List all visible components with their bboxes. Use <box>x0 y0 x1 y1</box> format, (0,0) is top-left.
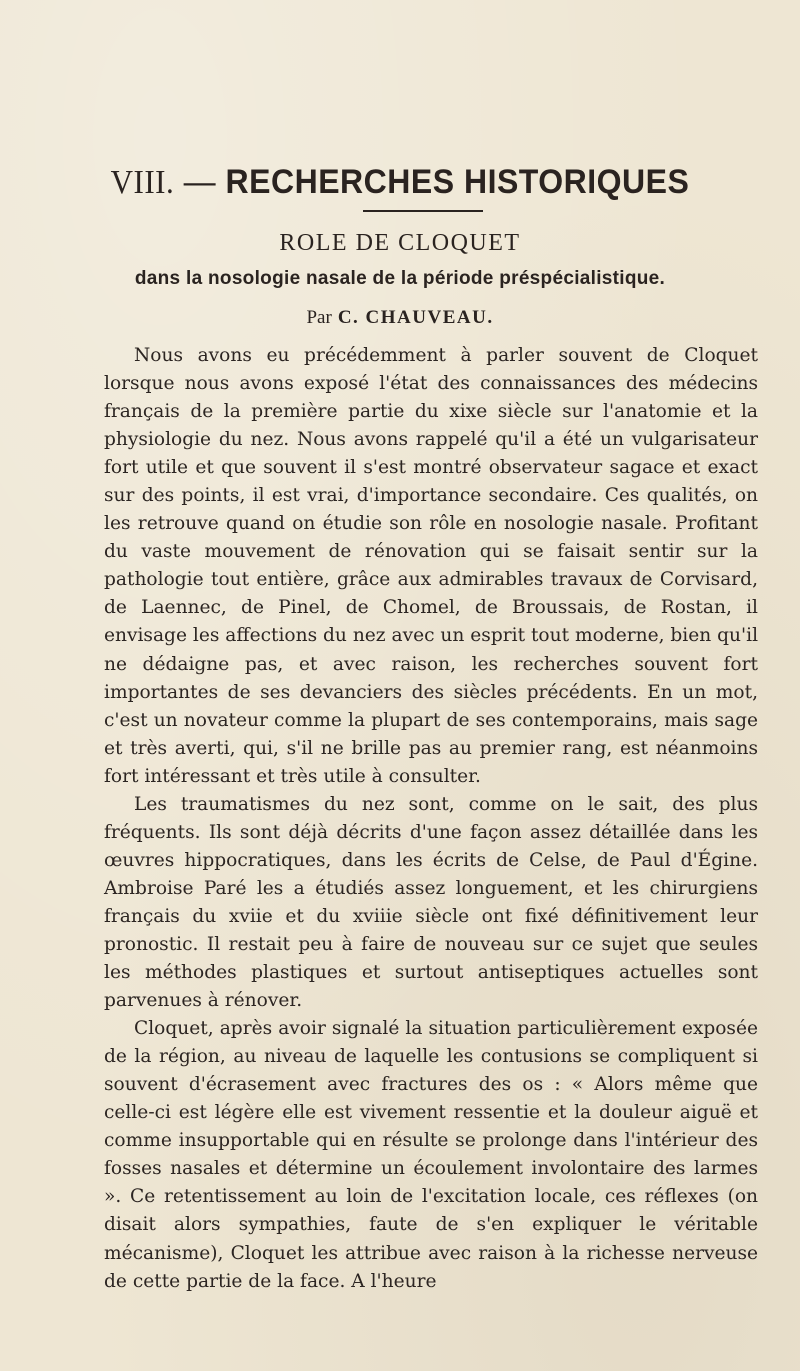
byline-prefix: Par <box>306 307 332 328</box>
section-number: VIII. <box>110 162 175 201</box>
article-subtitle: dans la nosologie nasale de la période préspécialistique. <box>134 268 666 289</box>
paragraph: Les traumatismes du nez sont, comme on le sait, des plus fréquents. Ils sont déjà décrits d'une façon assez détaillée dans les œuvres hippocratiques, dans les écrits de Celse, de Paul d'Égine. Ambroise Paré les a étudiés assez longuement, et les chirurgiens français du xviie et du xviiie siècle ont fixé définitivement leur pronostic. Il restait peu à faire de nouveau sur ce sujet que seules les méthodes plastiques et surtout antiseptiques actuelles sont parvenues à rénover. <box>104 793 758 1012</box>
section-heading <box>0 162 800 202</box>
author-name: C. CHAUVEAU. <box>337 307 494 328</box>
section-dash: — <box>183 161 217 201</box>
paragraph: Nous avons eu précédemment à parler souvent de Cloquet lorsque nous avons exposé l'état des connaissances des médecins français de la première partie du xixe siècle sur l'anatomie et la physiologie du nez. Nous avons rappelé qu'il a été un vulgarisateur fort utile et que souvent il s'est montré observateur sagace et exact sur des points, il est vrai, d'importance secondaire. Ces qualités, on les retrouve quand on étudie son rôle en nosologie nasale. Profitant du vaste mouvement de rénovation qui se faisait sentir sur la pathologie tout entière, grâce aux admirables travaux de Corvisard, de Laennec, de Pinel, de Chomel, de Broussais, de Rostan, il envisage les affections du nez avec un esprit tout moderne, bien qu'il ne dédaigne pas, et avec raison, les recherches souvent fort importantes de ses devanciers des siècles précédents. En un mot, c'est un novateur comme la plupart de ses contemporains, mais sage et très averti, qui, s'il ne brille pas au premier rang, est néanmoins fort intéressant et très utile à consulter. <box>104 345 759 787</box>
byline <box>0 306 800 329</box>
article-body <box>104 342 758 1296</box>
title-divider <box>363 210 483 212</box>
article-title: ROLE DE CLOQUET <box>279 230 521 256</box>
paragraph: Cloquet, après avoir signalé la situation particulièrement exposée de la région, au niveau de laquelle les contusions se compliquent si souvent d'écrasement avec fractures des os : « Alors même que celle-ci est légère elle est vivement ressentie et la douleur aiguë et comme insupportable qui en résulte se prolonge dans l'intérieur des fosses nasales et détermine un écoulement involontaire des larmes ». Ce retentissement au loin de l'excitation locale, ces réflexes (on disait alors sympathies, faute de s'en expliquer le véritable mécanisme), Cloquet les attribue avec raison à la richesse nerveuse de cette partie de la face. A l'heure <box>104 1018 758 1292</box>
section-heading-text: RECHERCHES HISTORIQUES <box>225 161 690 201</box>
